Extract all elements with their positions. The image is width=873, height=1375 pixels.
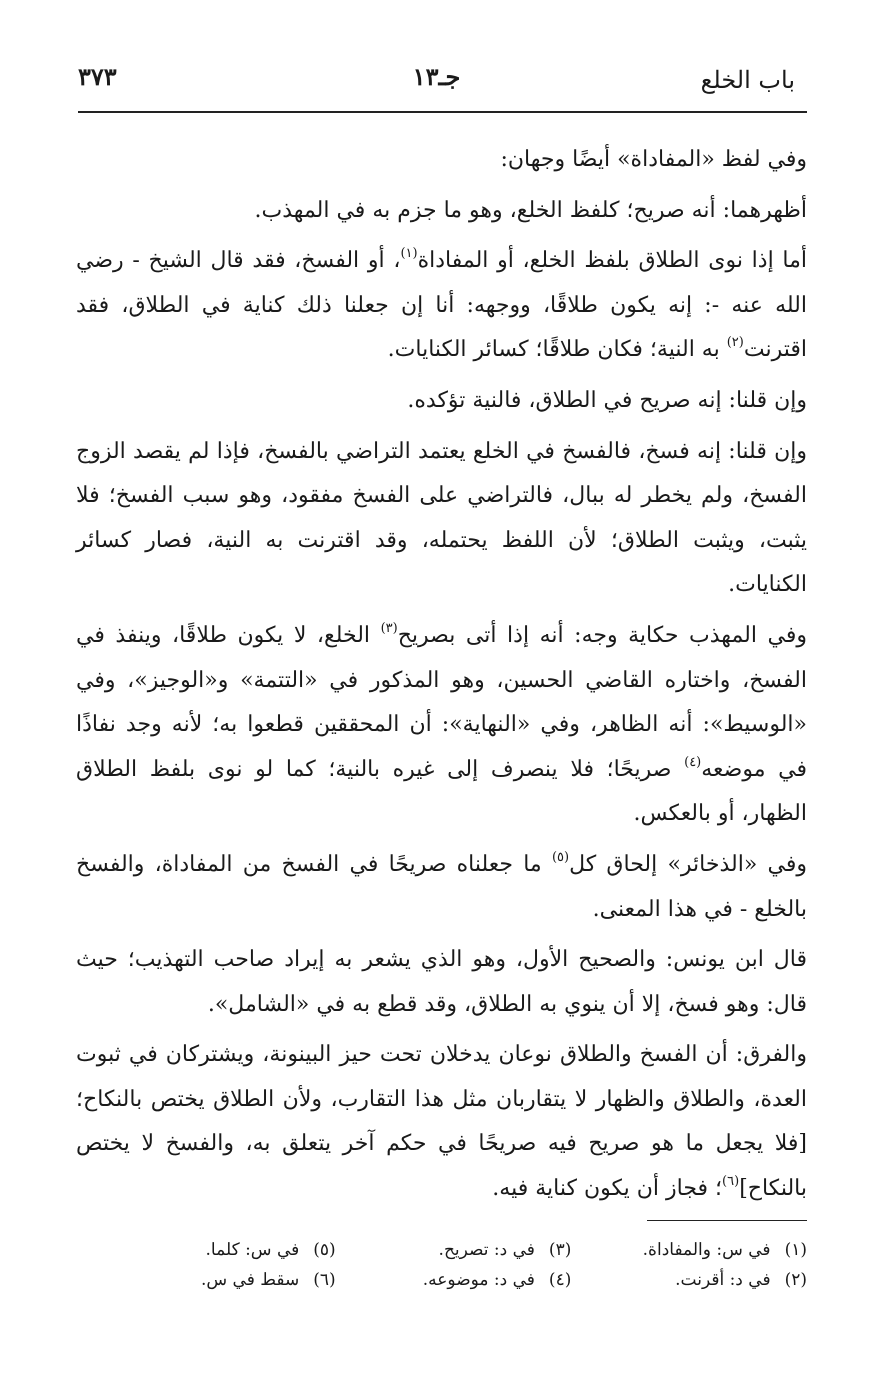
paragraph — [76, 938, 807, 1027]
header-divider — [78, 111, 807, 113]
paragraph — [76, 379, 807, 424]
footnote-ref: (٦) — [722, 1174, 740, 1190]
paragraph — [76, 614, 807, 837]
paragraph — [76, 138, 807, 183]
footnote-text: في د: تصريح. — [438, 1240, 535, 1260]
page-number: ٣٧٣ — [78, 62, 117, 91]
footnote — [100, 1266, 336, 1294]
footnote — [336, 1266, 572, 1294]
text-segment: ، أو الفسخ، فقد قال الشيخ - رضي الله عنه -: إنه يكون طلاقًا، ووجهه: أنا إن جعلنا ذلك كناية في الطلاق، فقد اقترنت — [76, 248, 807, 363]
text-segment: وفي المهذب حكاية وجه: أنه إذا أتى بصريح — [397, 622, 807, 648]
footnote-ref: (٣) — [380, 620, 398, 636]
page-header — [78, 62, 795, 106]
footnotes — [100, 1236, 807, 1294]
footnote — [100, 1236, 336, 1264]
footnote-divider — [647, 1220, 807, 1221]
footnote-number: (١) — [784, 1240, 807, 1260]
footnote-text: في س: والمفاداة. — [642, 1240, 771, 1260]
chapter-title: باب الخلع — [700, 66, 795, 94]
main-text — [76, 138, 807, 1212]
footnote-number: (٢) — [784, 1270, 807, 1290]
footnote-number: (٥) — [313, 1240, 336, 1260]
paragraph — [76, 239, 807, 373]
paragraph — [76, 189, 807, 234]
footnote-number: (٤) — [548, 1270, 572, 1290]
text-segment: وفي لفظ «المفاداة» أيضًا وجهان: — [500, 147, 807, 172]
text-segment: الخلع، لا يكون طلاقًا، وينفذ في الفسخ، واختاره القاضي الحسين، وهو المذكور في «التتمة» و«الوجيز»، وفي «الوسيط»: أنه الظاهر، وفي «النهاية»: أن المحققين قطعوا به؛ لأنه وجد نفاذًا في موضعه — [76, 622, 807, 782]
footnote-text: في س: كلما. — [205, 1240, 300, 1260]
footnote — [571, 1266, 807, 1294]
text-segment: وإن قلنا: إنه صريح في الطلاق، فالنية تؤكده. — [407, 387, 807, 413]
footnote-ref: (٢) — [726, 335, 744, 351]
footnote-text: سقط في س. — [201, 1270, 300, 1290]
footnote-number: (٣) — [548, 1240, 572, 1260]
text-segment: ما جعلناه صريحًا في الفسخ من المفاداة، والفسخ بالخلع - في هذا المعنى. — [76, 851, 807, 922]
paragraph — [76, 843, 807, 932]
text-segment: صريحًا؛ فلا ينصرف إلى غيره بالنية؛ كما لو نوى بلفظ الطلاق الظهار، أو بالعكس. — [76, 756, 807, 827]
text-segment: وفي «الذخائر» إلحاق كل — [569, 851, 807, 877]
text-segment: أما إذا نوى الطلاق بلفظ الخلع، أو المفاداة — [417, 248, 807, 274]
footnote-ref: (٥) — [551, 849, 570, 865]
paragraph — [76, 1033, 807, 1211]
footnote-ref: (٤) — [684, 754, 702, 770]
footnote-ref: (١) — [400, 246, 418, 262]
text-segment: به النية؛ فكان طلاقًا؛ كسائر الكنايات. — [387, 337, 727, 363]
text-segment: قال ابن يونس: والصحيح الأول، وهو الذي يشعر به إيراد صاحب التهذيب؛ حيث قال: وهو فسخ، إلا أن ينوي به الطلاق، وقد قطع به في «الشامل». — [76, 947, 807, 1017]
footnote — [336, 1236, 572, 1264]
footnote — [571, 1236, 807, 1264]
paragraph — [76, 430, 807, 608]
text-segment: والفرق: أن الفسخ والطلاق نوعان يدخلان تحت حيز البينونة، ويشتركان في ثبوت العدة، والطلاق والظهار لا يتقاربان مثل هذا التقارب، ولأن الطلاق يختص بالنكاح؛ [فلا يجعل ما هو صريح فيه صريحًا في حكم آخر يتعلق به، والفسخ لا يختص بالنكاح] — [76, 1042, 807, 1202]
text-segment: ؛ فجاز أن يكون كناية فيه. — [492, 1176, 723, 1202]
text-segment: وإن قلنا: إنه فسخ، فالفسخ في الخلع يعتمد التراضي بالفسخ، فإذا لم يقصد الزوج الفسخ، ولم يخطر له ببال، فالتراضي على الفسخ مفقود، وهو سبب الفسخ؛ فلا يثبت، ويثبت الطلاق؛ لأن اللفظ يحتمله، وقد اقترنت به النية، فصار كسائر الكنايات. — [76, 438, 807, 598]
footnote-text: في د: أقرنت. — [675, 1270, 771, 1290]
footnote-text: في د: موضوعه. — [422, 1270, 535, 1290]
footnote-number: (٦) — [313, 1270, 336, 1290]
volume-label: جـ١٣ — [412, 62, 461, 91]
text-segment: أظهرهما: أنه صريح؛ كلفظ الخلع، وهو ما جزم به في المهذب. — [254, 197, 807, 223]
